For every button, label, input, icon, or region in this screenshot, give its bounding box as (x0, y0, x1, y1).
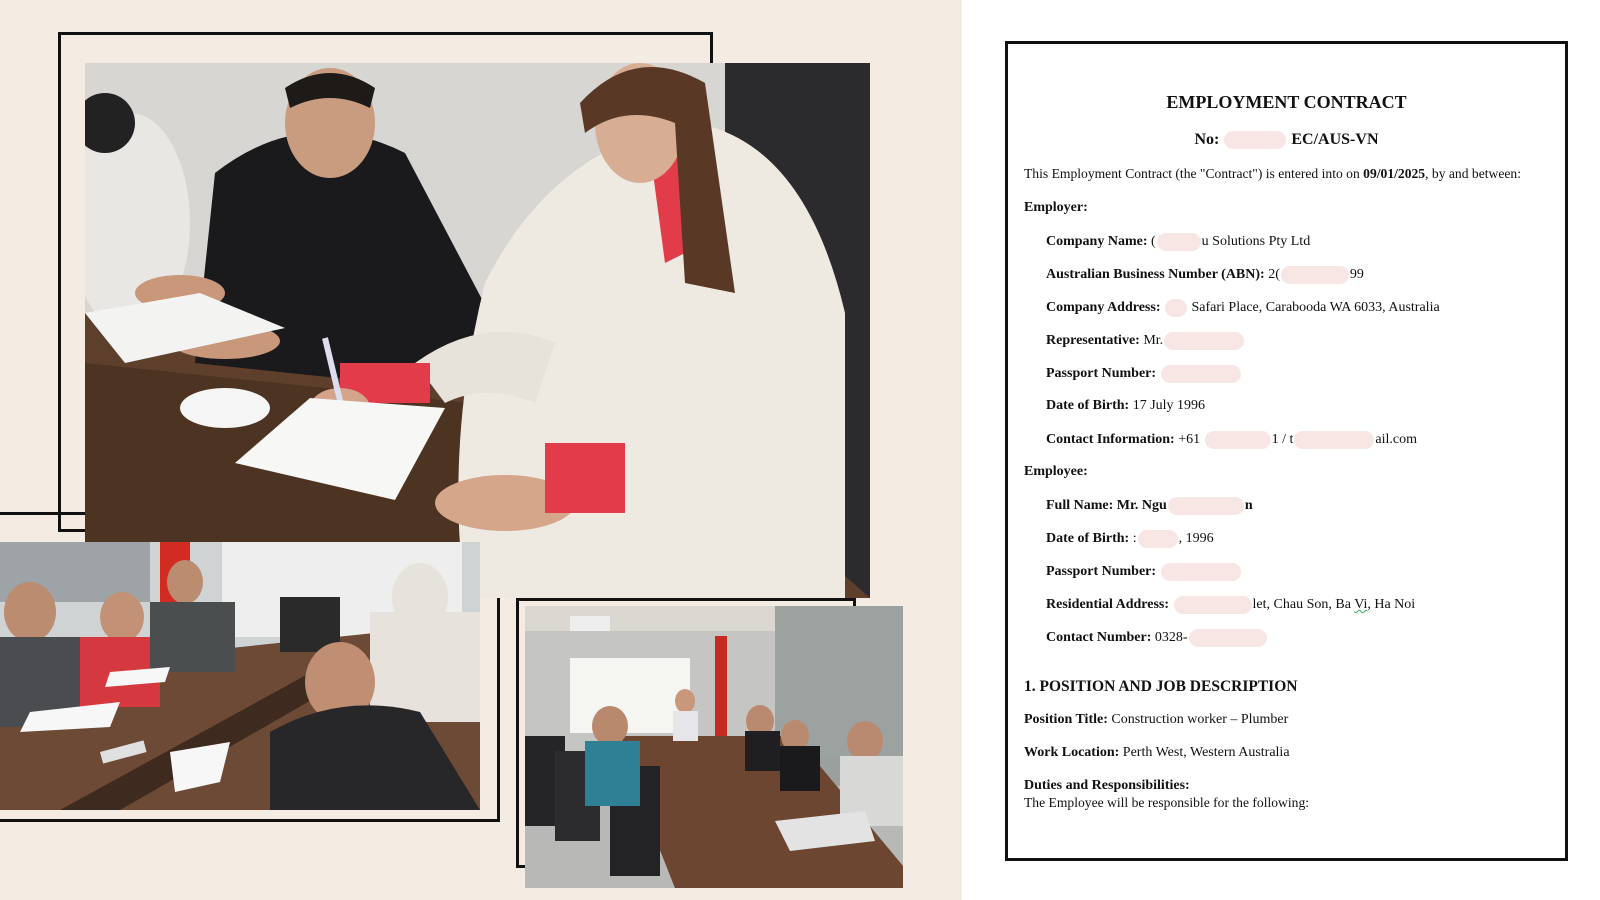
company-name-label: Company Name: (1046, 234, 1148, 250)
redaction-mark (1189, 629, 1267, 647)
passport-label: Passport Number: (1046, 366, 1157, 382)
full-name-suffix: n (1244, 498, 1253, 514)
employee-passport-label: Passport Number: (1046, 564, 1157, 580)
employee-passport-row (1046, 563, 1242, 581)
representative-value: Mr. (1143, 333, 1164, 349)
redaction-mark (1205, 431, 1271, 449)
redaction-mark (1224, 131, 1286, 149)
redaction-mark (1168, 497, 1244, 515)
employee-heading (1024, 464, 1088, 480)
redaction-mark (1161, 365, 1241, 383)
abn-prefix: 2( (1268, 267, 1280, 283)
employee-dob-prefix: : (1132, 531, 1137, 547)
section-1-title: 1. POSITION AND JOB DESCRIPTION (1024, 678, 1298, 695)
contact-information-row (1046, 431, 1417, 449)
duties-label (1024, 778, 1190, 794)
work-location-row (1024, 745, 1290, 761)
company-address-row (1046, 299, 1440, 317)
employer-dob-value: 17 July 1996 (1132, 398, 1206, 413)
contract-number-label: No: (1194, 131, 1220, 148)
representative-label: Representative: (1046, 333, 1140, 349)
employer-passport-row (1046, 365, 1242, 383)
abn-label: Australian Business Number (ABN): (1046, 267, 1265, 283)
contact-number-row (1046, 629, 1268, 647)
contact-info-prefix: +61 (1178, 432, 1201, 448)
intro-date: 09/01/2025 (1363, 166, 1426, 181)
position-title-value: Construction worker – Plumber (1111, 712, 1289, 727)
employer-heading (1024, 200, 1088, 216)
contract-number (1008, 131, 1565, 149)
redaction-mark (1165, 299, 1187, 317)
employee-dob-row (1046, 530, 1214, 548)
contact-info-label: Contact Information: (1046, 432, 1175, 448)
duties-label-text: Duties and Responsibilities: (1024, 778, 1190, 793)
contract-title: EMPLOYMENT CONTRACT (1166, 92, 1407, 112)
redaction-mark (1281, 266, 1349, 284)
redaction-mark (1138, 530, 1178, 548)
redaction-mark (1174, 596, 1252, 614)
company-name-value: u Solutions Pty Ltd (1201, 234, 1311, 250)
photo-group-meeting-table (0, 542, 480, 810)
redaction-mark (1161, 563, 1241, 581)
contact-number-prefix: 0328- (1154, 630, 1188, 646)
representative-row (1046, 332, 1245, 350)
residential-value-start: let, Chau Son, Ba (1252, 597, 1355, 613)
work-location-value: Perth West, Western Australia (1122, 745, 1290, 760)
contract-intro (1024, 166, 1521, 182)
employee-dob-suffix: , 1996 (1178, 531, 1214, 547)
dob-label: Date of Birth: (1046, 398, 1130, 413)
employment-contract-document (1005, 41, 1568, 861)
company-address-value: Safari Place, Carabooda WA 6033, Australia (1191, 300, 1440, 316)
residential-value-end: , Ha Noi (1367, 597, 1416, 613)
company-address-label: Company Address: (1046, 300, 1161, 316)
contact-info-mid: 1 / t (1271, 432, 1294, 448)
contract-number-suffix: EC/AUS-VN (1291, 131, 1379, 148)
redaction-mark (1157, 233, 1201, 251)
position-title-label: Position Title: (1024, 712, 1108, 727)
redaction-mark (1164, 332, 1244, 350)
full-name-label: Full Name: Mr. Ngu (1046, 498, 1167, 514)
full-name-row (1046, 497, 1253, 515)
duties-intro: The Employee will be responsible for the following: (1024, 795, 1310, 810)
work-location-label: Work Location: (1024, 745, 1120, 760)
contact-number-label: Contact Number: (1046, 630, 1152, 646)
contact-info-suffix: ail.com (1375, 432, 1418, 448)
company-name-row (1046, 233, 1310, 251)
photo-meeting-room (525, 606, 903, 888)
intro-text-start: This Employment Contract (the "Contract") is entered into on (1024, 166, 1364, 181)
employee-heading-text: Employee: (1024, 464, 1088, 479)
abn-suffix: 99 (1349, 267, 1364, 283)
company-name-prefix: ( (1151, 234, 1156, 250)
residential-label: Residential Address: (1046, 597, 1170, 613)
employer-dob-row (1046, 398, 1205, 414)
redaction-mark (1294, 431, 1374, 449)
residential-address-row (1046, 596, 1415, 614)
employee-dob-label: Date of Birth: (1046, 531, 1130, 547)
residential-value-vi: Vi (1354, 597, 1368, 613)
employer-heading-text: Employer: (1024, 200, 1088, 215)
intro-text-end: , by and between: (1425, 166, 1521, 181)
position-title-row (1024, 712, 1288, 728)
abn-row (1046, 266, 1364, 284)
photo-people-signing-contract (85, 63, 870, 598)
